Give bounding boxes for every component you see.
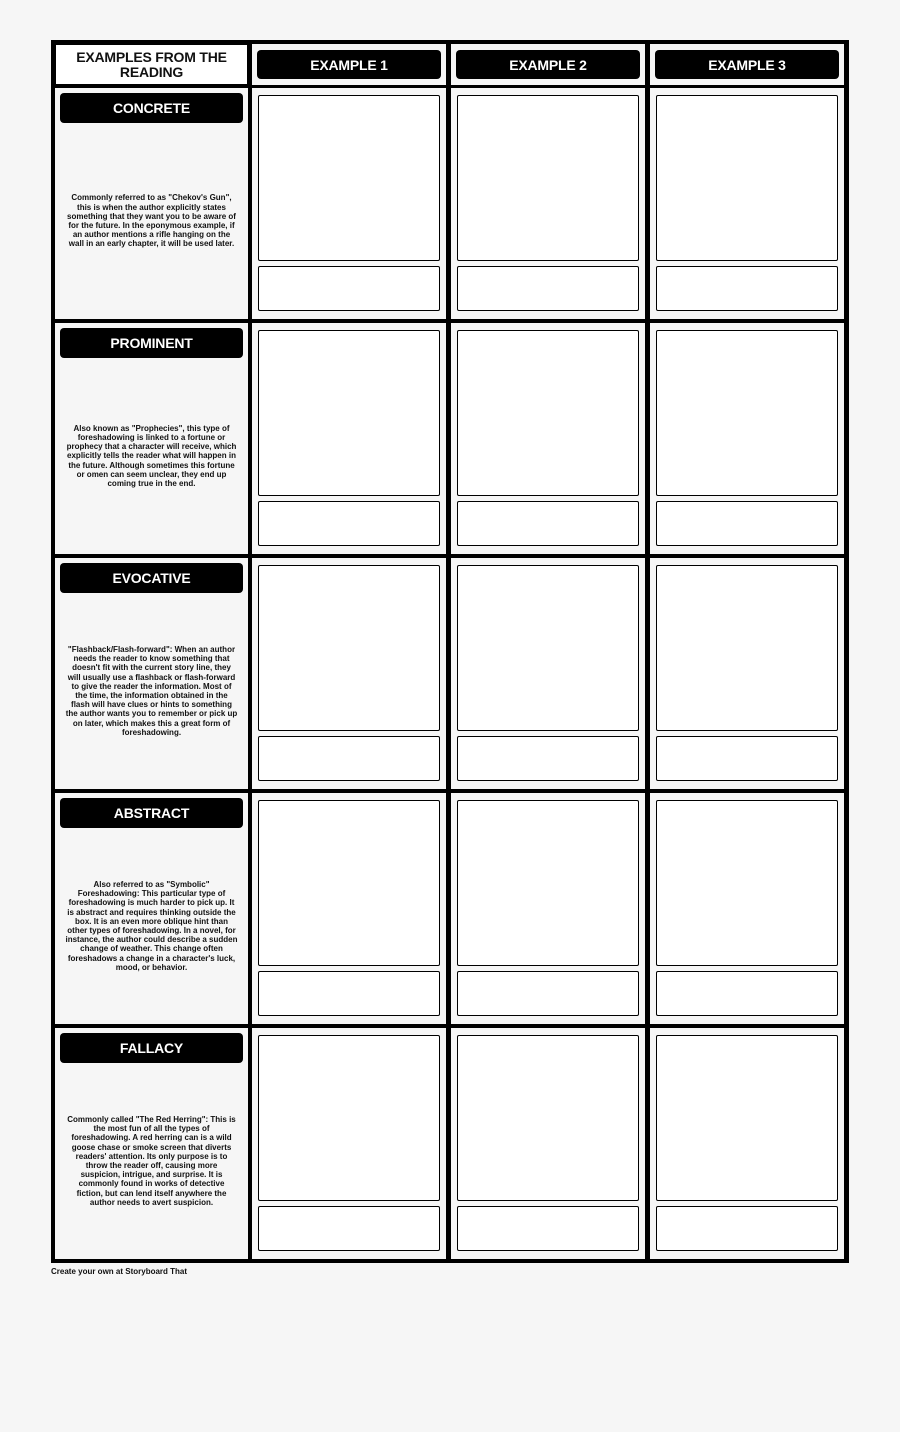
- row-label-prominent: PROMINENT: [60, 328, 243, 358]
- scene-panel[interactable]: [656, 800, 838, 966]
- caption-box[interactable]: [457, 971, 639, 1016]
- scene-panel[interactable]: [258, 95, 440, 261]
- row-description: "Flashback/Flash-forward": When an author needs the reader to know something that doesn't fit with the current story line, they will usually use a flashback or flash-forward to give the reader the information. Most of the time, the information obtained in the flash will have clues or hints to something the author wants you to remember or pick up on later, which makes this a great form of foreshadowing.: [65, 644, 238, 737]
- example-cell: [451, 88, 645, 319]
- column-label-2: EXAMPLE 2: [456, 50, 640, 79]
- row-label-evocative: EVOCATIVE: [60, 563, 243, 593]
- caption-box[interactable]: [258, 266, 440, 311]
- grid-title: EXAMPLES FROM THE READING: [76, 48, 227, 80]
- caption-box[interactable]: [656, 501, 838, 546]
- scene-panel[interactable]: [457, 565, 639, 731]
- row-description: Also known as "Prophecies", this type of foreshadowing is linked to a fortune or prophecy that a character will receive, which explicitly tells the reader what will happen in the future. Although sometimes this fortune or omen can seem unclear, they end up coming true in the end.: [66, 423, 237, 488]
- row-description-cell-1: [55, 88, 248, 319]
- scene-panel[interactable]: [457, 800, 639, 966]
- column-label-1: EXAMPLE 1: [257, 50, 441, 79]
- grid-title-cell: [56, 45, 247, 84]
- row-description-cell-2: [55, 323, 248, 554]
- example-cell: [252, 88, 446, 319]
- scene-panel[interactable]: [656, 330, 838, 496]
- example-cell: [252, 793, 446, 1024]
- scene-panel[interactable]: [457, 1035, 639, 1201]
- scene-panel[interactable]: [258, 800, 440, 966]
- row-description-cell-3: [55, 558, 248, 789]
- example-cell: [451, 793, 645, 1024]
- example-cell: [650, 793, 844, 1024]
- scene-panel[interactable]: [258, 565, 440, 731]
- column-header-1: [252, 44, 446, 85]
- example-cell: [451, 1028, 645, 1259]
- caption-box[interactable]: [656, 1206, 838, 1251]
- example-cell: [252, 1028, 446, 1259]
- caption-box[interactable]: [457, 736, 639, 781]
- scene-panel[interactable]: [457, 95, 639, 261]
- scene-panel[interactable]: [457, 330, 639, 496]
- row-label-concrete: CONCRETE: [60, 93, 243, 123]
- column-header-3: [650, 44, 844, 85]
- storyboard-grid: [51, 40, 849, 1263]
- caption-box[interactable]: [656, 266, 838, 311]
- scene-panel[interactable]: [656, 95, 838, 261]
- example-cell: [451, 323, 645, 554]
- caption-box[interactable]: [656, 736, 838, 781]
- example-cell: [252, 558, 446, 789]
- caption-box[interactable]: [656, 971, 838, 1016]
- column-label-3: EXAMPLE 3: [655, 50, 839, 79]
- caption-box[interactable]: [258, 501, 440, 546]
- caption-box[interactable]: [457, 1206, 639, 1251]
- scene-panel[interactable]: [258, 1035, 440, 1201]
- example-cell: [650, 558, 844, 789]
- caption-box[interactable]: [258, 971, 440, 1016]
- example-cell: [650, 88, 844, 319]
- caption-box[interactable]: [258, 736, 440, 781]
- row-description-cell-5: [55, 1028, 248, 1259]
- row-description-cell-4: [55, 793, 248, 1024]
- row-description: Commonly called "The Red Herring": This is the most fun of all the types of foreshadowing. A red herring can is a wild goose chase or smoke screen that diverts readers' attention. Its only purpose is to throw the reader off, causing more suspicion, intrigue, and surprise. It is commonly found in works of detective fiction, but can lend itself anywhere the author needs to avert suspicion.: [67, 1114, 236, 1207]
- caption-box[interactable]: [457, 501, 639, 546]
- row-label-fallacy: FALLACY: [60, 1033, 243, 1063]
- example-cell: [650, 323, 844, 554]
- caption-box[interactable]: [457, 266, 639, 311]
- scene-panel[interactable]: [656, 1035, 838, 1201]
- example-cell: [650, 1028, 844, 1259]
- caption-box[interactable]: [258, 1206, 440, 1251]
- row-description: Also referred to as "Symbolic" Foreshadowing: This particular type of foreshadowing is much harder to pick up. It is abstract and requires thinking outside the box. It is an even more oblique hint than other types of foreshadowing. In a novel, for instance, the author could describe a sudden change of weather. This change often foreshadows a change in a character's luck, mood, or behavior.: [65, 879, 238, 972]
- example-cell: [252, 323, 446, 554]
- row-label-abstract: ABSTRACT: [60, 798, 243, 828]
- example-cell: [451, 558, 645, 789]
- footer-credit: Create your own at Storyboard That: [51, 1267, 188, 1276]
- scene-panel[interactable]: [656, 565, 838, 731]
- row-description: Commonly referred to as "Chekov's Gun", this is when the author explicitly states something that they want you to be aware of for the future. In the eponymous example, if an author mentions a rifle hanging on the wall in an early chapter, it will be used later.: [67, 193, 236, 249]
- scene-panel[interactable]: [258, 330, 440, 496]
- column-header-2: [451, 44, 645, 85]
